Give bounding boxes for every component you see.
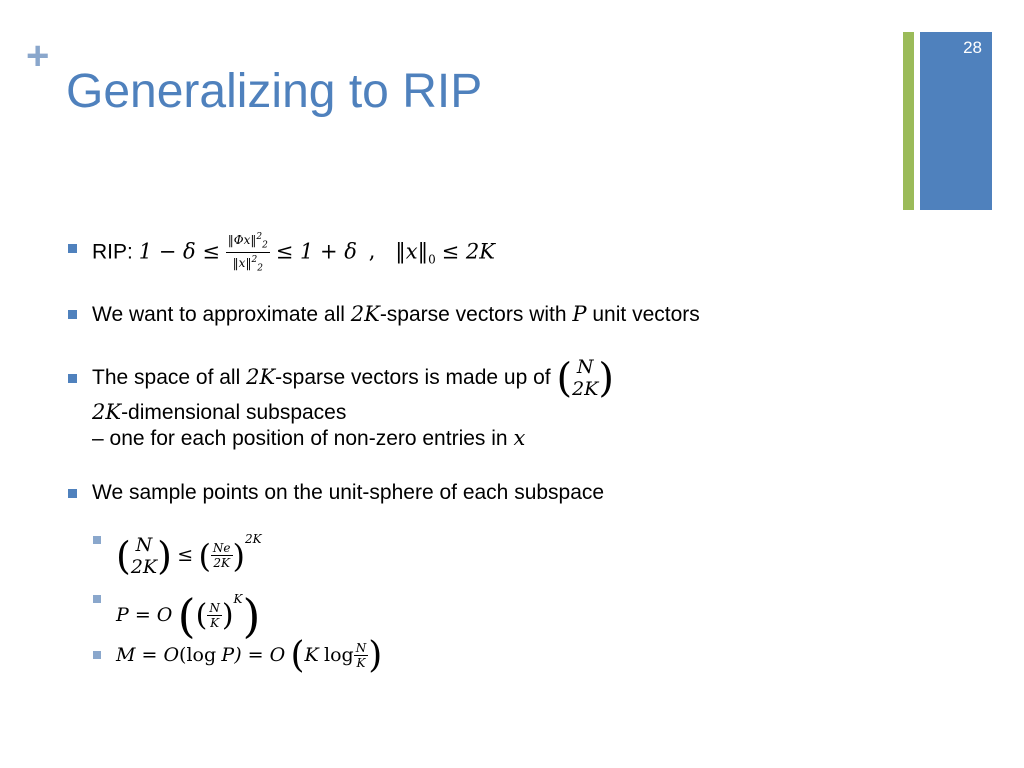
rip-lhs: 1 − δ ≤: [138, 239, 220, 264]
rip-frac-den-sup: 2: [251, 255, 258, 266]
s1-frac-num: Ne: [212, 541, 231, 556]
rip-frac-den-sub: 2: [257, 263, 263, 274]
b3-line3-math: x: [513, 426, 526, 450]
b3-math-a: 2K: [246, 365, 276, 389]
s3-mid-a: (log: [179, 644, 217, 666]
bullet-space: [92, 352, 614, 403]
sub-bullet-marker: [93, 595, 101, 603]
binom-open-paren: (: [556, 355, 573, 402]
bullet-marker: [68, 244, 77, 253]
s3-log: log: [324, 644, 354, 666]
rip-frac-num-sub: 2: [262, 240, 268, 251]
b2-math-b: P: [572, 302, 587, 326]
s3-lhs: M = O: [116, 644, 180, 666]
bullet-rip: [92, 230, 495, 276]
b3-text-b: -sparse vectors is made up of: [275, 366, 551, 389]
rip-rhs: ≤ 1 + δ: [275, 239, 357, 264]
s3-k: K: [304, 644, 319, 666]
bullet-space-line3: [92, 424, 525, 453]
slide-title: Generalizing to RIP: [66, 65, 483, 118]
s2-inner-close-paren: ): [221, 597, 234, 633]
s1-fraction: [211, 541, 233, 570]
s2-frac-den: K: [210, 616, 220, 631]
s2-lhs: P = O: [116, 604, 173, 626]
s2-inner-open-paren: (: [195, 597, 208, 633]
s2-exp: K: [233, 592, 243, 606]
rip-frac-num: ‖Φx‖: [227, 233, 257, 247]
bullet-approximate: [92, 300, 700, 329]
accent-bar-green: [903, 32, 914, 210]
s1-frac-open-paren: (: [198, 536, 211, 575]
plus-decoration: +: [26, 34, 50, 78]
rip-norm: ‖x‖: [395, 239, 429, 264]
sub-bullet-m-bound: [116, 630, 382, 681]
s1-close-paren: ): [157, 533, 172, 578]
b2-text-b: -sparse vectors with: [379, 303, 567, 326]
bullet-marker: [68, 489, 77, 498]
s2-outer-open-paren: (: [177, 588, 196, 643]
s1-frac-close-paren: ): [232, 536, 246, 575]
bullet-marker: [68, 374, 77, 383]
b3-line2-math: 2K: [92, 400, 122, 424]
bullet-sample: [92, 479, 604, 507]
b3-line3-text: – one for each position of non-zero entries in: [92, 427, 508, 450]
bullet-marker: [68, 310, 77, 319]
b3-line2-text: -dimensional subspaces: [121, 401, 347, 424]
page-number: 28: [963, 38, 982, 57]
s3-frac-den: K: [356, 656, 366, 671]
s1-exp: 2K: [245, 532, 262, 546]
rip-label: RIP:: [92, 240, 133, 264]
sub-bullet-marker: [93, 536, 101, 544]
binom-close-paren: ): [598, 355, 614, 402]
b3-binom-bottom: 2K: [572, 378, 599, 401]
s3-mid-b: ) = O: [234, 644, 286, 666]
b3-binom-top: N: [576, 356, 594, 379]
s2-frac-num: N: [209, 601, 220, 616]
b3-binomial: [572, 356, 598, 400]
b4-text: We sample points on the unit-sphere of each subspace: [92, 481, 605, 504]
s1-op: ≤: [177, 544, 194, 566]
b3-text-a: The space of all: [92, 366, 241, 389]
accent-bar-blue: [920, 32, 992, 210]
sub-bullet-binom-bound: [116, 514, 262, 581]
s3-frac-num: N: [355, 641, 367, 656]
s2-fraction: [207, 601, 222, 630]
b2-math-a: 2K: [350, 302, 380, 326]
bullet-space-line2: [92, 398, 346, 427]
s3-close-paren: ): [368, 634, 383, 676]
s1-open-paren: (: [116, 533, 131, 578]
s3-open-paren: (: [290, 634, 305, 676]
rip-frac-num-sup: 2: [256, 232, 263, 242]
b2-text-c: unit vectors: [592, 303, 700, 326]
s1-binom-bottom: 2K: [130, 555, 158, 578]
s1-frac-den: 2K: [213, 556, 231, 571]
rip-fraction: [226, 230, 270, 276]
rip-frac-den: ‖x‖: [232, 256, 252, 271]
rip-norm-sub: 0: [428, 252, 436, 267]
s2-outer-close-paren: ): [242, 588, 261, 643]
rip-sep: ,: [368, 239, 376, 264]
s1-binom-top: N: [135, 533, 153, 556]
s3-fraction: [354, 641, 369, 670]
b2-text-a: We want to approximate all: [92, 303, 345, 326]
sub-bullet-marker: [93, 651, 101, 659]
s3-mid-p: P: [221, 644, 235, 666]
rip-norm-rhs: ≤ 2K: [441, 239, 495, 264]
